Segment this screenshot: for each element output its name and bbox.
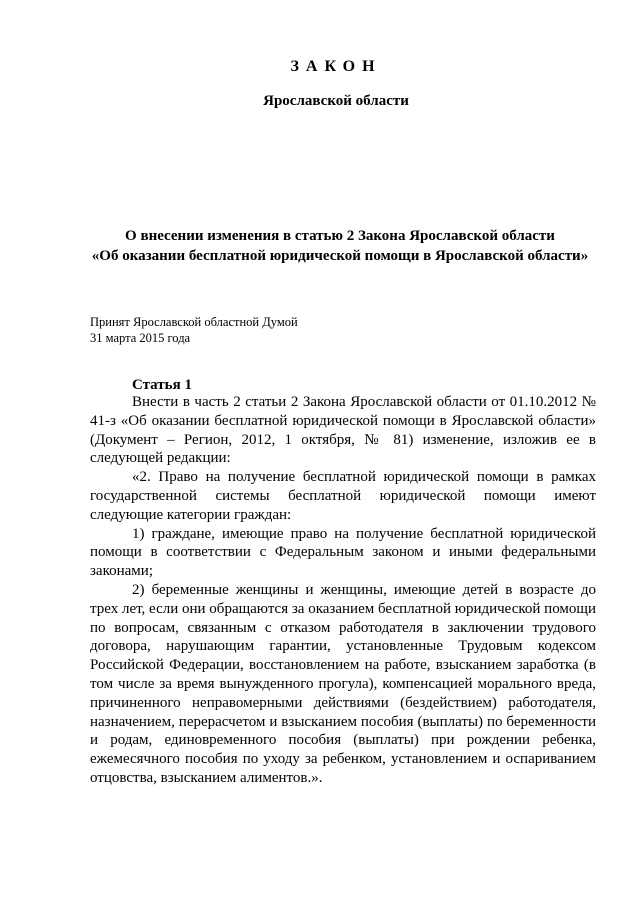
amendment-item-1: 1) граждане, имеющие право на получение бесплатной юридической помощи в соответствии с Федеральным законом и иными федеральными законами; [90,525,596,580]
document-type-heading: ЗАКОН [290,58,382,75]
adoption-info [90,314,298,346]
law-title-line-1: О внесении изменения в статью 2 Закона Ярославской области [125,228,555,244]
article-intro-paragraph: Внести в часть 2 статьи 2 Закона Ярославской области от 01.10.2012 № 41-з «Об оказании бесплатной юридической помощи в Ярославской области» (Документ – Регион, 2012, 1 октября, № 81) изменение, изложив ее в следующей редакции: [90,394,596,467]
adoption-date: 31 марта 2015 года [90,331,191,345]
adoption-body: Принят Ярославской областной Думой [90,315,298,329]
article-heading: Статья 1 [132,377,192,393]
amendment-intro-paragraph: «2. Право на получение бесплатной юридической помощи в рамках государственной системы бесплатной юридической помощи имеют следующие категории граждан: [90,469,596,523]
amendment-item-2: 2) беременные женщины и женщины, имеющие детей в возрасте до трех лет, если они обращаются за оказанием бесплатной юридической помощи по вопросам, связанным с отказом работодателя в заключении трудового договора, нарушающим гарантии, установленные Трудовым кодексом Российской Федерации, восстановлением на работе, взысканием заработка (в том числе за время вынужденного прогула), компенсацией морального вреда, причиненного неправомерными действиями (бездействием) работодателя, назначением, перерасчетом и взысканием пособия (выплаты) по беременности и родам, единовременного пособия (выплаты) при рождении ребенка, ежемесячного пособия по уходу за ребенком, установлением и оспариванием отцовства, взысканием алиментов.». [90,581,596,786]
article-body [90,393,596,788]
law-title [60,226,620,266]
region-heading: Ярославской области [263,93,409,109]
law-title-line-2: «Об оказании бесплатной юридической помощи в Ярославской области» [91,248,589,264]
